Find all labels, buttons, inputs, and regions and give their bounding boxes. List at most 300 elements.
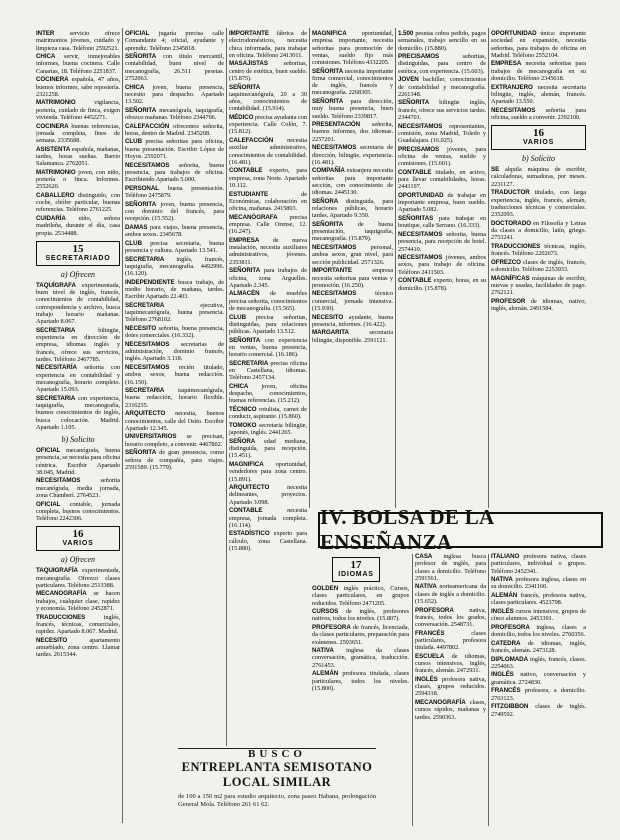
ad-body: para viajes, buena presencia, ambos sexos. 2345678. — [125, 223, 224, 239]
classified-ad — [229, 267, 307, 289]
ad-lead-word: SEÑORITA — [312, 220, 344, 228]
ads-list-c3 — [229, 30, 307, 552]
ad-body: de gran presencia, como señora de compañía, para viajes. 2591589. (15.779). — [125, 449, 224, 471]
ad-lead-word: SECRETARIA — [229, 359, 269, 367]
ad-lead-word: NECESITAMOS — [491, 106, 536, 114]
ad-lead-word: ALEMÁN — [491, 592, 518, 600]
classified-ad — [229, 406, 307, 421]
ad-lead-word: CABALLERO — [36, 191, 75, 199]
classified-ad — [36, 99, 120, 121]
ad-lead-word: OFICIAL — [125, 30, 150, 37]
ad-body: bilingüe, experiencia en dirección de empresa, idiomas inglés y francés, ofrece sus servicios, tardes. Teléfono 2467785. — [36, 326, 120, 363]
ad-lead-word: OFICIAL — [36, 500, 61, 508]
classified-ad — [491, 624, 586, 639]
ad-lead-word: CONTABLE — [229, 507, 263, 515]
ad-lead-word: ALEMÁN — [312, 670, 339, 678]
column-rule — [122, 28, 123, 823]
ad-lead-word: CONTABLE — [398, 277, 432, 285]
ad-body: cursos intensivos, grupos de cinco alumnos. 2453391. — [491, 607, 586, 623]
ad-body: buenas referencias, jornada completa, fines de semana. 2335688. — [36, 122, 120, 145]
classified-ad — [125, 53, 224, 82]
ad-lead-word: PROFESORA — [312, 624, 351, 632]
ad-body: joven, buena presencia, necesito para despacho. Apartado 13.502. — [125, 83, 224, 106]
ad-body: secretaria de dirección, bilingüe, experiencia. (16.481). — [312, 144, 393, 166]
subhead-solicito: b) Solicito — [61, 435, 95, 445]
ad-body: jóvenes, ambos sexos, para trabajo de oficina. Teléfono 2411503. — [398, 254, 486, 276]
ad-lead-word: SECRETARIA — [36, 394, 76, 402]
classified-ad — [312, 221, 393, 243]
ad-lead-word: CLUB — [125, 239, 142, 247]
ad-body: de idiomas, inglés, francés, alemán. 2473128. — [491, 639, 586, 654]
classified-ad — [312, 98, 393, 120]
classified-ad — [312, 624, 409, 646]
column-1 — [36, 30, 120, 824]
classified-ad — [229, 438, 307, 460]
classified-ad — [312, 608, 409, 623]
classified-ad — [125, 30, 224, 52]
ads-list-c2 — [125, 30, 224, 471]
classified-ad — [491, 671, 586, 686]
ad-lead-word: NECESITO — [36, 636, 68, 644]
ad-body: de trabajar en importante empresa, buen sueldo. Apartado 5.082. — [398, 191, 486, 214]
ad-lead-word: IMPORTANTE — [312, 267, 352, 275]
ad-lead-word: ESCUELA — [415, 652, 445, 660]
column-5 — [398, 30, 486, 508]
ad-lead-word: DIPLOMADA — [491, 655, 529, 663]
ad-body: para trabajar en boutique, calle Serrano. (16.333). — [398, 215, 486, 230]
ad-body: española, 47 años, buenos informes, sabe repostería. 2321258. — [36, 76, 120, 98]
ad-body: busca trabajo, de medio horario, de mañana, tardes. Escribir Apartado 22.403. — [125, 278, 224, 301]
ad-body: recién titulado, ambos sexos, buena redacción. (16.150). — [125, 364, 224, 386]
ad-lead-word: PROFESORA — [491, 623, 530, 631]
subhead-solicito: b) Solicito — [521, 154, 556, 164]
ad-lead-word: COCINERA — [36, 76, 69, 84]
ad-body: inglés, francés, técnicas, comerciales, rapidez. Apartado 8.067. Madrid. — [36, 613, 120, 636]
section-box-varios-b — [491, 125, 586, 150]
ad-lead-word: ESTADÍSTICO — [229, 530, 270, 538]
ad-body: con experiencia, taquigrafía, mecanografía, buenos conocimientos de inglés, busca colocación. Madrid. Apartado 1.105. — [36, 394, 120, 431]
ad-lead-word: TÉCNICO — [229, 406, 257, 414]
ad-lead-word: OPORTUNIDAD — [491, 30, 537, 37]
ad-body: señorita con experiencia en contabilidad y mecanografía, horario completo. Apartado 15.093. — [36, 364, 120, 394]
ad-lead-word: INGLÉS — [491, 671, 514, 679]
column-rule — [226, 28, 227, 746]
ad-lead-word: MAGNIFICA — [229, 461, 264, 469]
ad-lead-word: OFREZCO — [491, 258, 521, 266]
classified-ad — [312, 314, 393, 329]
classified-ad — [36, 146, 120, 168]
classified-ad — [312, 267, 393, 289]
ad-body: se hacen trabajos, cualquier clase, rapidez y economía. Teléfono 2452871. — [36, 590, 120, 612]
ad-lead-word: IMPORTANTE — [229, 30, 269, 37]
classified-ad — [36, 76, 120, 98]
ad-lead-word: GOLDEN — [312, 585, 339, 592]
ad-body: precisa ayudanta con experiencia. Calle Colón, 7. (15.812). — [229, 113, 307, 136]
classified-ad — [398, 254, 486, 276]
ads-list-c9 — [491, 553, 586, 718]
classified-ad — [491, 298, 586, 313]
ad-body: para trabajos de oficina, zona Arguelles. Apartado 2.345. — [229, 267, 307, 289]
ad-lead-word: INGLÉS — [415, 675, 438, 683]
ad-lead-word: SECRETARIA — [36, 326, 76, 334]
ad-lead-word: OPORTUNIDAD — [398, 191, 444, 199]
ad-lead-word: MÉDICO — [229, 113, 254, 121]
ad-lead-word: SEÑORITA — [125, 53, 157, 61]
ad-body: precisa empresa. Calle Orense, 12. (16.247). — [229, 213, 307, 236]
ad-body: de Económicas, colaboración en oficina, mañanas. 2415803. — [229, 190, 307, 213]
classified-ad — [398, 215, 486, 230]
classified-ad — [229, 337, 307, 359]
section-title: VARIOS — [522, 139, 555, 147]
ad-body: experto para cálculo, zona Castellana. (15.880). — [229, 530, 307, 552]
ad-lead-word: CATEDRA — [491, 639, 521, 647]
ad-body: pesetas cobra pedido, pagos semanales, trabajo sencillo en su domicilio. (15.880). — [398, 30, 486, 52]
ad-body: señorita, buena presencia, para trabajos de oficina. Escribiendo Apartado 5.000. — [125, 161, 224, 184]
classified-ad — [229, 422, 307, 437]
ad-body: señoritas, centro de estética, buen sueldo. (15.875). — [229, 60, 307, 82]
ad-lead-word: UNIVERSITARIOS — [125, 433, 177, 441]
classified-ad — [491, 243, 586, 258]
ad-body: rotulista, carnet de conducir, aspirante. (15.860). — [229, 406, 307, 421]
ad-body: profesora inglesa, clases en su domicilio. 2341160. — [491, 576, 586, 591]
ad-lead-word: PROFESORA — [415, 606, 454, 614]
ad-lead-word: PRECISAMOS — [398, 53, 440, 61]
ad-body: secretaria bilingüe, disponible. 2591121. — [312, 329, 393, 344]
ad-body: joven, buena presencia, con dominio del francés, para recepción. (15.552). — [125, 200, 224, 223]
ad-body: mecanógrafa, taquigrafía, ofrezco mañanas. Teléfono 2344706. — [125, 106, 224, 121]
classified-ad — [229, 114, 307, 136]
classified-ad — [491, 608, 586, 623]
classified-ad — [36, 169, 120, 191]
ad-body: de muebles precisa señorita, conocimientos de mecanografía. (15.565). — [229, 290, 307, 312]
ad-body: señorita, buena presencia, dotes comerciales. (16.332). — [125, 324, 224, 340]
ad-lead-word: MATRIMONIO — [36, 168, 76, 176]
ad-body: clases de inglés, francés, a domicilio. Teléfono 2253933. — [491, 258, 586, 273]
ad-body: clases, cursos rápidos, mañanas y tardes. 2590363. — [415, 699, 486, 721]
classified-ad — [398, 99, 486, 121]
classified-ad — [125, 138, 224, 160]
ad-body: necesita empresa, jornada completa. (16.114). — [229, 507, 307, 529]
ad-lead-word: NECESITARÍA — [36, 364, 77, 372]
classified-ad — [125, 341, 224, 363]
classified-ad — [125, 185, 224, 200]
classified-ad — [36, 364, 120, 393]
classified-ad — [36, 501, 120, 523]
classified-ad — [312, 647, 409, 669]
ad-lead-word: CHICA — [125, 83, 145, 91]
busco-heading: BUSCO — [248, 748, 306, 760]
classified-ad — [229, 60, 307, 82]
classified-ad — [229, 290, 307, 312]
ad-lead-word: NECESITAMOS — [125, 340, 170, 348]
ad-body: señorita mecanógrafa, media jornada, zona Chamberí. 2764523. — [36, 477, 120, 499]
ad-body: secretarias de administración, dominio francés, inglés. Apartado 3.118. — [125, 340, 224, 363]
ad-body: distinguido, con coche, chófer particular, buenas referencias. Teléfono 2761225. — [36, 191, 120, 214]
ad-lead-word: ARQUITECTO — [125, 410, 166, 418]
ad-body: oportunidad, vendedores para zona centro. (15.891). — [229, 461, 307, 483]
ad-lead-word: NECESITO — [312, 313, 344, 321]
ad-body: de inglés, profesores nativos, todos los niveles. (15.807). — [312, 608, 409, 623]
ad-body: necesita secretaria bilingüe, inglés, alemán, francés. Apartado 13.550. — [491, 83, 586, 106]
classified-ad — [312, 121, 393, 143]
classified-ad — [36, 30, 120, 52]
ad-lead-word: CHICA — [36, 53, 56, 61]
ad-lead-word: COMPAÑÍA — [312, 167, 345, 175]
ads-list-c1d — [36, 567, 120, 658]
classified-ad — [415, 699, 486, 721]
busco-body: de 100 a 150 m2 para estudio arquitecto, zona paseo Habana, prolongación General Mola. Teléfono 261 61 62. — [178, 793, 376, 808]
classified-ad — [312, 198, 393, 220]
ad-lead-word: NECESITAMOS — [36, 477, 81, 485]
ad-body: con experiencia en ventas, buena presencia, horario comercial. (16.186). — [229, 336, 307, 359]
ad-lead-word: SEÑORITA — [229, 83, 261, 91]
ad-body: norteamericana da clases de inglés a domicilio. (15.652). — [415, 583, 486, 605]
ad-body: en Filosofía y Letras da clases a domicilio, latín, griego. 2753241. — [491, 219, 586, 242]
classified-ad — [312, 670, 409, 692]
ad-lead-word: EMPRESA — [491, 60, 522, 68]
ad-lead-word: SECRETARIA — [125, 387, 165, 395]
ad-body: ayudante, buena presencia, informes. (16.422). — [312, 313, 393, 328]
ad-body: niño, señora madrileña, durante el día, casa propia. 2534488. — [36, 215, 120, 237]
classified-ad — [312, 144, 393, 166]
classified-ad — [229, 30, 307, 59]
ad-body: de francés, licenciada, da clases particulares, preparación para exámenes. 2593651. — [312, 624, 409, 646]
ad-body: precisa señoritas, distinguidas, para relaciones públicas. Apartado 13.512. — [229, 313, 307, 336]
ads-list-c6b — [491, 166, 586, 312]
ad-body: necesita auxiliar administrativo, conocimientos de contabilidad. (16.481). — [229, 137, 307, 166]
ad-lead-word: NECESITAMOS — [312, 144, 357, 152]
ad-body: señorita, buena presencia, para recepción de hotel. 2574410. — [398, 231, 486, 253]
ad-body: precisa secretaria, buena presencia y cultura. Apartado 13.541. — [125, 239, 224, 254]
classified-ad — [36, 395, 120, 431]
classified-ad — [312, 329, 393, 344]
ad-body: experto, para empresa, zona Norte. Apartado 10.112. — [229, 167, 307, 189]
ad-lead-word: PROFESOR — [491, 297, 526, 305]
classified-ad — [491, 189, 586, 218]
ad-body: señorita, buenos informes, dos idiomas. 2257201. — [312, 121, 393, 143]
ad-lead-word: INGLÉS — [491, 607, 514, 615]
ad-body: necesita, buenos conocimientos, calle del Osito. Escribir Apartado 12.345. — [125, 410, 224, 432]
ad-body: de nueva instalación, necesita auxiliares administrativos, jóvenes. 2353811. — [229, 236, 307, 266]
column-3 — [229, 30, 307, 750]
ad-lead-word: ITALIANO — [491, 553, 520, 560]
ad-body: precisa oficina en Castellana, idiomas. Teléfono 2457134. — [229, 359, 307, 382]
ad-lead-word: MATRIMONIO — [36, 99, 76, 107]
ad-body: experimentada, mecanografía. Ofrezco clases particulares. Teléfono 2513388. — [36, 567, 120, 589]
column-8 — [415, 553, 486, 825]
ad-body: necesita importante firma comercial, conocimientos de inglés, francés y mecanografía. 2268305. — [312, 67, 393, 97]
ad-body: servicio ofrece matrimonios jóvenes, cuidado y limpieza casa. Teléfono 2592521. — [36, 30, 120, 52]
ad-lead-word: ESTUDIANTE — [229, 190, 269, 198]
classified-ad — [415, 583, 486, 605]
ad-lead-word: NECESITAMOS — [312, 290, 357, 298]
ad-body: inglesa busca profesor de inglés, para clases a domicilio. Teléfono 2591561. — [415, 553, 486, 582]
section-title: VARIOS — [62, 540, 94, 548]
ad-body: taquimecanógrafa, 20 a 30 años, conocimientos de contabilidad. (15.914). — [229, 90, 307, 113]
classified-ad — [36, 215, 120, 237]
ad-body: empresa necesita señoritas para ventas y promoción. (16.250). — [312, 267, 393, 289]
ad-lead-word: NECESITAMOS — [312, 244, 357, 252]
ad-lead-word: FRANCÉS — [415, 629, 445, 637]
ad-body: alquila máquina de escribir, calculadoras, sumadoras, por meses. 2231127. — [491, 166, 586, 188]
ad-lead-word: COCINERA — [36, 122, 69, 130]
ad-lead-word: SEÑORA — [312, 197, 339, 205]
classified-ad — [229, 214, 307, 236]
classified-ad — [36, 614, 120, 636]
ad-lead-word: PERSONAL — [125, 184, 159, 192]
ad-lead-word: MECANOGRAFÍA — [36, 590, 87, 598]
classified-ad — [229, 507, 307, 529]
classified-ad — [491, 84, 586, 106]
section-box-varios — [36, 526, 120, 551]
classified-ad — [125, 84, 224, 106]
ad-lead-word: NECESITAMOS — [125, 364, 170, 371]
ad-body: señorita para oficina, sueldo a convenir. 2392100. — [491, 106, 586, 121]
ad-lead-word: FRANCÉS — [491, 687, 521, 695]
classified-ad — [491, 553, 586, 575]
ad-lead-word: TRADUCTOR — [491, 189, 530, 197]
ads-list-c6 — [491, 30, 586, 121]
busco-title-2: LOCAL SIMILAR — [222, 775, 332, 789]
section-box-idiomas — [332, 557, 380, 582]
column-6 — [491, 30, 586, 508]
section-number: 16 — [72, 528, 84, 541]
section-number: 16 — [533, 127, 544, 140]
section-number: 17 — [350, 559, 362, 571]
ad-body: experto, horas, en su domicilio. (15.878). — [398, 277, 486, 292]
classified-ad — [398, 53, 486, 75]
ad-body: francés, profesora nativa, clases particulares. 4523798. — [491, 592, 586, 607]
ad-lead-word: FITZGIBBON — [491, 703, 529, 711]
ads-list-c8 — [415, 553, 486, 721]
busco-title-1: ENTREPLANTA SEMISOTANO — [181, 760, 373, 774]
ad-lead-word: CURSOS — [312, 608, 339, 616]
column-rule — [309, 28, 310, 508]
ad-lead-word: CONTABLE — [229, 167, 263, 175]
ad-lead-word: INTER — [36, 30, 55, 37]
classified-ad — [125, 433, 224, 448]
ad-lead-word: TAQUÍGRAFA — [36, 281, 76, 289]
ad-body: inglés, francés, taquigrafía, mecanografía. 4492996. (16.120). — [125, 255, 224, 278]
ad-body: buena presentación. Teléfono 2475879. — [125, 184, 224, 199]
ad-body: servir, inmejorables informes, buena cocinera. Calle Canarias, 18. Teléfono 2251837. — [36, 53, 120, 75]
ad-lead-word: NECESITAMOS — [398, 231, 443, 239]
ad-body: señoritas, distinguidas, para centro de estética, con experiencia. (15.603). — [398, 53, 486, 75]
ad-body: española, mañanas, tardes, horas sueltas. Barrio Salamanca. 2762051. — [36, 145, 120, 168]
ad-body: necesita delineantes, proyectos. Apartado 3.098. — [229, 484, 307, 506]
ad-lead-word: SEÑORITAS — [398, 215, 434, 223]
ads-list-c1 — [36, 30, 120, 237]
ad-body: ejecutiva, taquimecanógrafa, buena presencia. Teléfono 2768102. — [125, 301, 224, 324]
classified-ad — [36, 282, 120, 326]
ad-body: clases de inglés. 2749592. — [491, 703, 586, 718]
classified-ad — [398, 277, 486, 292]
classified-ad — [491, 592, 586, 607]
classified-ad — [398, 231, 486, 253]
column-rule — [488, 28, 489, 508]
ad-body: personal, ambos sexos, gran nivel, para sección publicidad. 2571326. — [312, 244, 393, 266]
ad-lead-word: EMPRESA — [229, 236, 260, 244]
classified-ad — [229, 461, 307, 483]
ad-body: inglés práctico, Cursos, clases particulares, en grupos reducidos. Teléfono 2471205. — [312, 585, 409, 607]
busco-ad — [178, 748, 376, 838]
ad-lead-word: PRESENTACIÓN — [312, 121, 361, 129]
classified-ad — [229, 383, 307, 405]
ad-lead-word: CALEFACCIÓN — [125, 122, 170, 130]
classified-ad — [491, 656, 586, 671]
ad-lead-word: MASAJISTAS — [229, 60, 268, 68]
ad-body: representantes, comisión, zona Madrid, Toledo y Guadalajara. (16.025). — [398, 122, 486, 145]
ad-lead-word: SECRETARIA — [125, 301, 165, 309]
ad-lead-word: CALEFACCIÓN — [229, 137, 274, 145]
section-box-secretariado — [36, 241, 120, 266]
classified-ad — [229, 530, 307, 552]
ad-body: técnico comercial, jornada intensiva. (15.930). — [312, 290, 393, 312]
ad-body: experimentada, buen nivel de inglés, francés, conocimientos de contabilidad, correspondencia y archivo, busca trabajo horario mañanas. Apartado 8.067. — [36, 281, 120, 326]
ad-body: con título mercantil, contabilidad, buen nivel de mecanografía, 26.511 pesetas. 2752063. — [125, 53, 224, 82]
ad-body: edad mediana, distinguida, para recepción. (15.451). — [229, 437, 307, 460]
ad-lead-word: MECANOGRAFÍA — [415, 699, 466, 707]
ad-body: inglés, francés, clases. 2254063. — [491, 655, 586, 670]
column-9 — [491, 553, 586, 825]
ad-lead-word: PRECISAMOS — [398, 145, 440, 153]
ad-lead-word: ALMACÉN — [229, 290, 260, 298]
ad-body: joven, con niño, portería o finca. Informes. 2552620. — [36, 168, 120, 191]
section-title: IDIOMAS — [338, 571, 374, 578]
ad-lead-word: TOMOKO — [229, 422, 257, 429]
classified-ad — [491, 166, 586, 188]
ad-body: secretaria bilingüe, japonés, inglés. 2441265. — [229, 422, 307, 437]
ad-lead-word: ASISTENTA — [36, 145, 71, 153]
ads-list-c7 — [312, 585, 409, 692]
classified-ad — [491, 30, 586, 59]
ad-lead-word: NECESITAMOS — [398, 122, 443, 130]
classified-ad — [125, 387, 224, 409]
classified-ad — [491, 259, 586, 274]
ad-body: necesita señoritas para trabajos de mecanografía en su domicilio. Teléfono 2345618. — [491, 60, 586, 82]
ad-lead-word: MECANÓGRAFA — [229, 213, 278, 221]
ad-lead-word: SEÑORITA — [125, 200, 157, 208]
ad-body: máquinas de escribir, nuevas y usadas, facilidades de pago. 2762121. — [491, 274, 586, 297]
ad-body: profesora titulada, clases particulares, todos los niveles. (15.800). — [312, 670, 409, 692]
ad-lead-word: JOVEN — [398, 76, 419, 84]
ad-lead-word: DOCTORADO — [491, 219, 531, 227]
ad-lead-word: NATIVA — [491, 576, 513, 584]
ad-lead-word: NECESITAMOS — [398, 254, 443, 262]
classified-ad — [415, 676, 486, 698]
ad-lead-word: CLUB — [229, 313, 246, 321]
ad-lead-word: CONTABLE — [398, 168, 432, 176]
ad-lead-word: INDEPENDIENTE — [125, 278, 175, 286]
ad-lead-word: NECESITAMOS — [125, 161, 170, 169]
ads-list-c4 — [312, 30, 393, 344]
ad-body: profesora nativa, clases, grupos reducidos. 2594318. — [415, 675, 486, 698]
section-title: SECRETARIADO — [45, 254, 111, 262]
ad-lead-word: NATIVA — [312, 647, 334, 655]
classified-ad — [398, 192, 486, 214]
classified-ad — [36, 590, 120, 612]
ad-body: jugaría precisa calle Comandante 4; oficial, ayudante y aprendiz. Teléfono 2345818. — [125, 30, 224, 52]
classified-ad — [125, 410, 224, 432]
classified-ad — [125, 107, 224, 122]
ad-lead-word: CUIDARÍA — [36, 215, 66, 223]
classified-ad — [229, 237, 307, 266]
ad-lead-word: SE — [491, 166, 500, 174]
classified-ad — [229, 167, 307, 189]
ad-body: bilingüe inglés, francés, ofrece sus servicios tardes. 2344701. — [398, 99, 486, 121]
banner-title: IV. BOLSA DE LA ENSEÑANZA — [320, 505, 494, 554]
ad-body: profesora nativa, clases particulares, individual o grupos. Teléfono 2452341. — [491, 553, 586, 575]
